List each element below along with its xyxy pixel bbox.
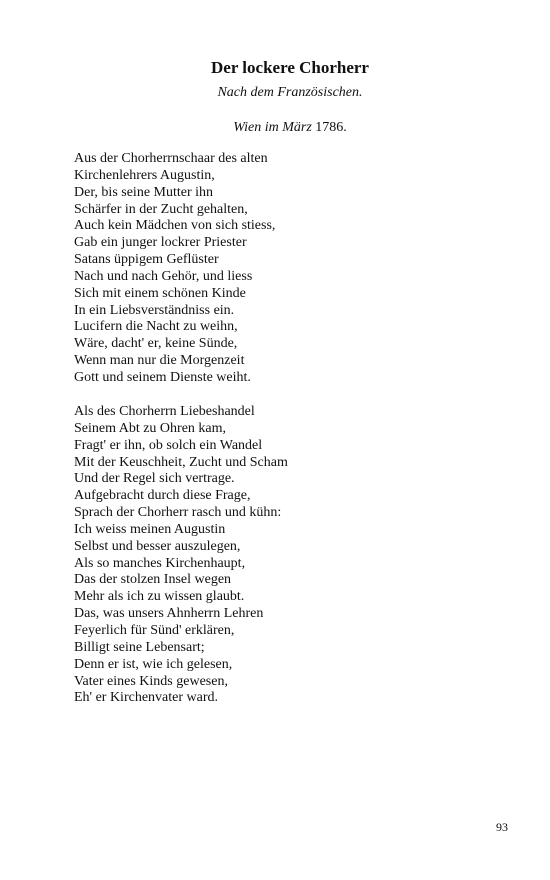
verse-line: Aufgebracht durch diese Frage, bbox=[74, 488, 251, 504]
verse-line: Als so manches Kirchenhaupt, bbox=[74, 555, 246, 571]
verse-line: Ich weiss meinen Augustin bbox=[74, 521, 226, 537]
verse-line: Auch kein Mädchen von sich stiess, bbox=[74, 218, 276, 234]
verse-line: Nach und nach Gehör, und liess bbox=[74, 268, 253, 284]
verse-line: Sprach der Chorherr rasch und kühn: bbox=[74, 505, 282, 521]
poem-dateline bbox=[0, 119, 550, 137]
verse-line: Vater eines Kinds gewesen, bbox=[74, 673, 228, 689]
verse-line: Feyerlich für Sünd' erklären, bbox=[74, 622, 235, 638]
verse-line: Der, bis seine Mutter ihn bbox=[74, 184, 214, 200]
verse-line: Billigt seine Lebensart; bbox=[74, 639, 205, 655]
verse-line: Kirchenlehrers Augustin, bbox=[74, 167, 215, 183]
verse-line: Fragt' er ihn, ob solch ein Wandel bbox=[74, 437, 263, 453]
verse-line: Aus der Chorherrnschaar des alten bbox=[74, 151, 268, 166]
verse-line: Selbst und besser auszulegen, bbox=[74, 538, 241, 554]
verse-line: Lucifern die Nacht zu weihn, bbox=[74, 319, 238, 335]
verse-line: Seinem Abt zu Ohren kam, bbox=[74, 420, 227, 436]
dateline-place-date: Wien im März bbox=[233, 120, 312, 135]
verse-line: Mit der Keuschheit, Zucht und Scham bbox=[74, 454, 288, 470]
poem-title: Der lockere Chorherr bbox=[211, 58, 369, 77]
verse-line: Gab ein junger lockrer Priester bbox=[74, 235, 247, 251]
stanza-1 bbox=[74, 151, 514, 387]
verse-line: Eh' er Kirchenvater ward. bbox=[74, 690, 219, 706]
verse-line: Satans üppigem Geflüster bbox=[74, 252, 219, 268]
verse-line: Gott und seinem Dienste weiht. bbox=[74, 369, 251, 385]
verse-line: Das, was unsers Ahnherrn Lehren bbox=[74, 606, 264, 622]
verse-line: Und der Regel sich vertrage. bbox=[74, 471, 235, 487]
verse-line: Wäre, dacht' er, keine Sünde, bbox=[74, 336, 238, 352]
verse-line: In ein Liebsverständniss ein. bbox=[74, 302, 235, 318]
dateline-year: 1786. bbox=[315, 120, 347, 135]
poem-subtitle: Nach dem Französischen. bbox=[217, 85, 363, 100]
verse-line: Schärfer in der Zucht gehalten, bbox=[74, 201, 248, 217]
verse-line: Wenn man nur die Morgenzeit bbox=[74, 353, 245, 369]
verse-line: Sich mit einem schönen Kinde bbox=[74, 285, 246, 301]
stanza-2 bbox=[74, 404, 514, 707]
verse-line: Mehr als ich zu wissen glaubt. bbox=[74, 589, 245, 605]
verse-line: Als des Chorherrn Liebeshandel bbox=[74, 404, 255, 419]
verse-line: Denn er ist, wie ich gelesen, bbox=[74, 656, 233, 672]
page-number: 93 bbox=[496, 820, 508, 834]
verse-line: Das der stolzen Insel wegen bbox=[74, 572, 232, 588]
